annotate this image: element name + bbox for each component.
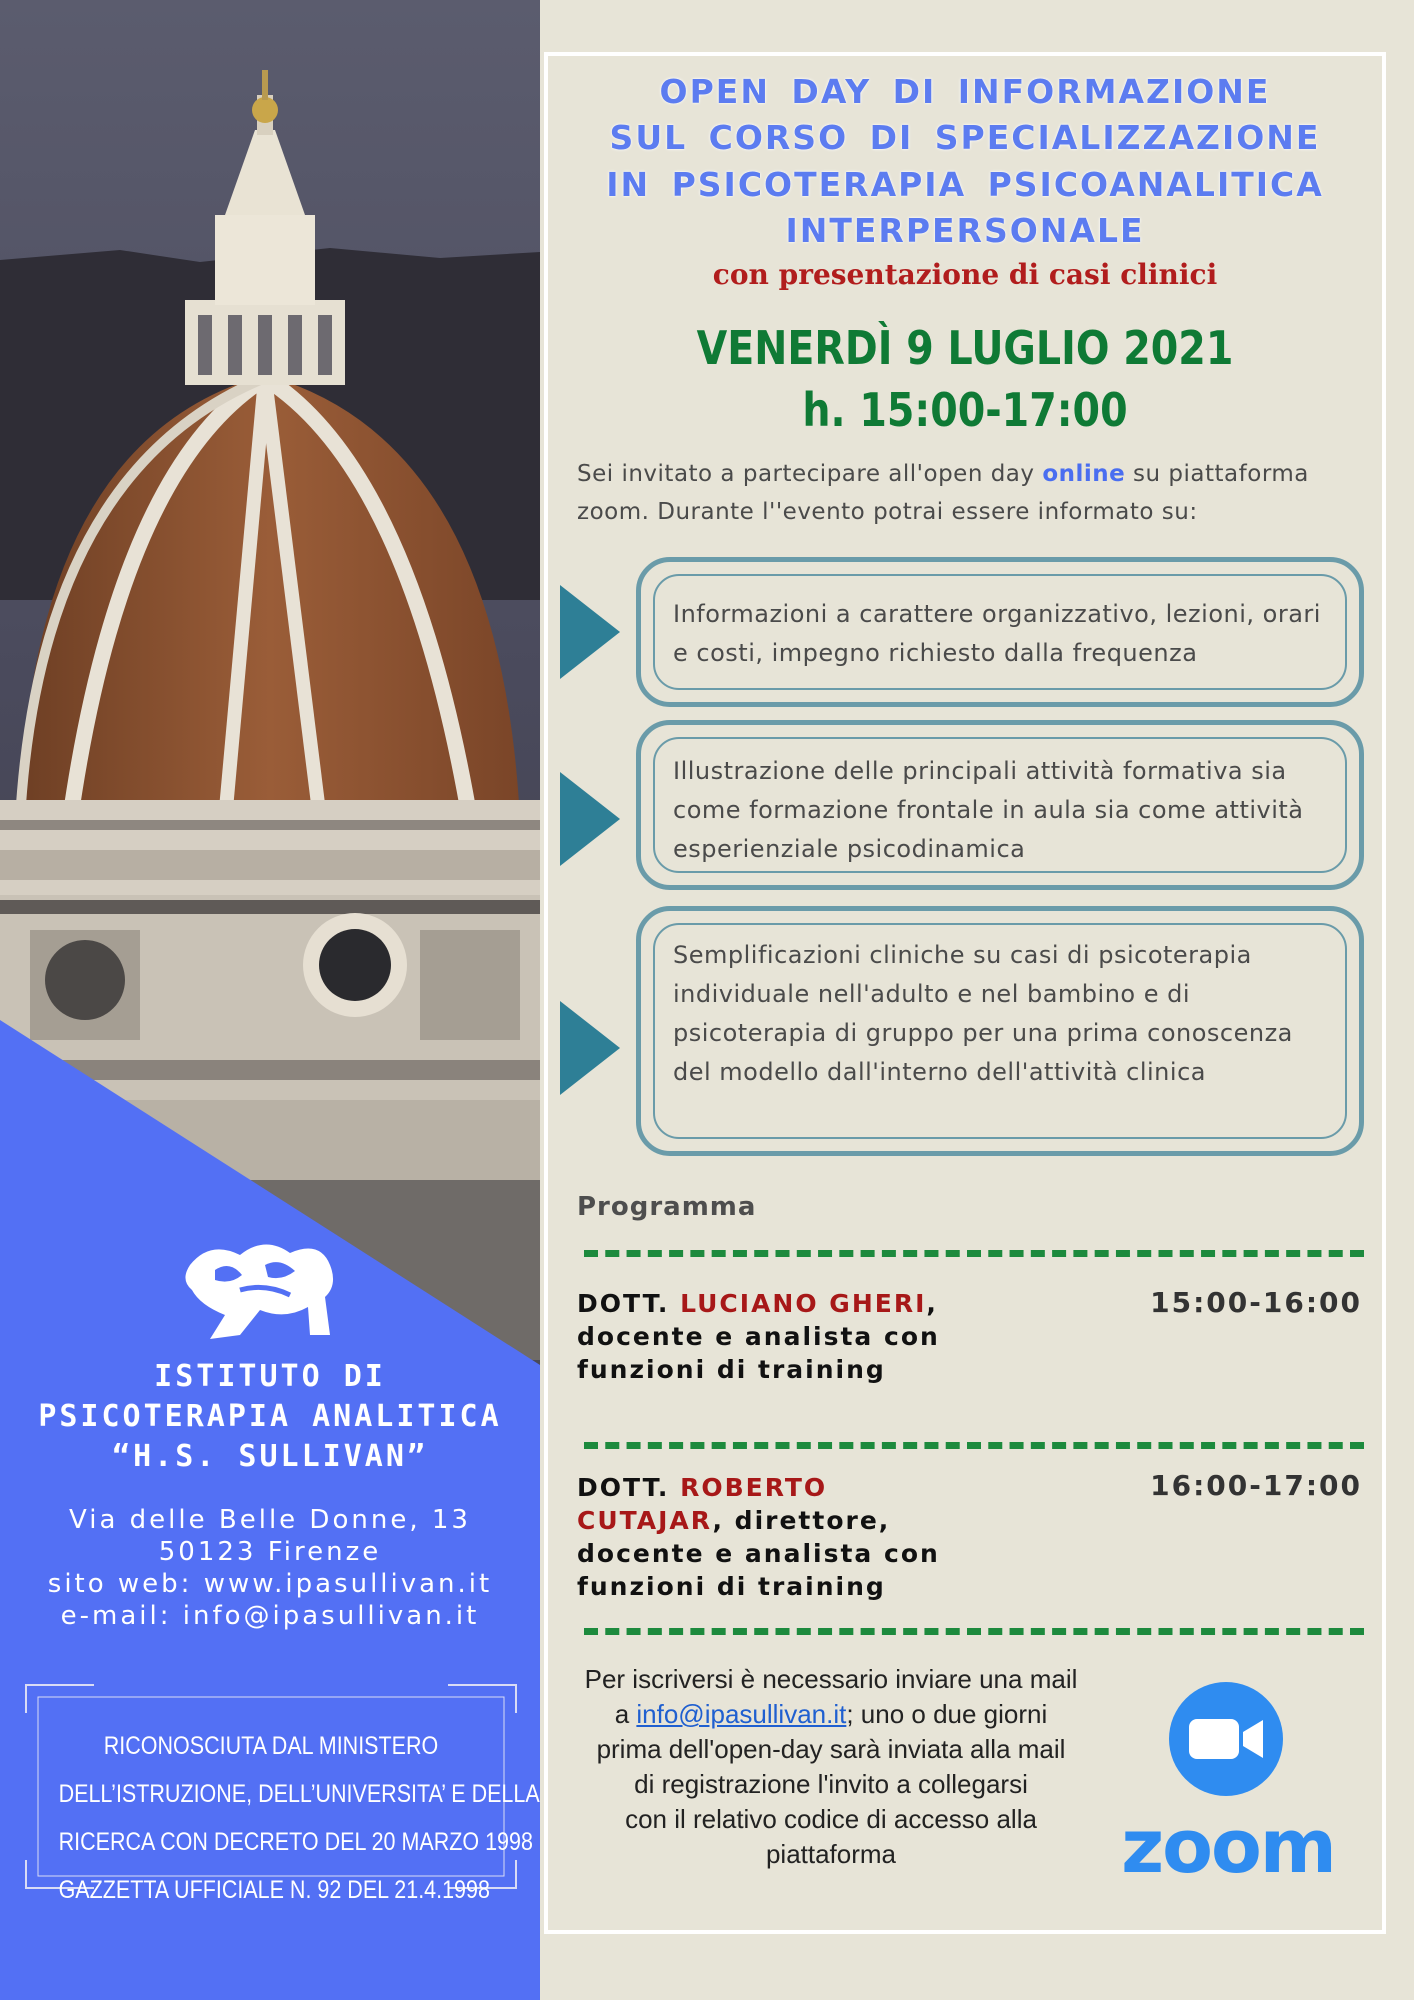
arrow-right-icon <box>560 772 620 866</box>
registration-email-link[interactable]: info@ipasullivan.it <box>636 1699 847 1729</box>
intro-text-end: su piattaforma zoom. Durante l''evento potrai essere informato su: <box>577 461 1309 525</box>
dashed-divider <box>584 1442 1364 1449</box>
video-camera-icon <box>1167 1680 1285 1798</box>
recognition-line: GAZZETTA UFFICIALE N. 92 DEL 21.4.1998 <box>58 1876 490 1904</box>
arrow-right-icon <box>560 1001 620 1095</box>
speaker-role-line: funzioni di training <box>577 1355 886 1384</box>
session-time: 15:00-16:00 <box>1150 1286 1362 1319</box>
institute-name-line: PSICOTERAPIA ANALITICA <box>38 1399 502 1434</box>
registration-text: ; uno o due giorni <box>846 1699 1048 1729</box>
registration-line: con il relativo codice di accesso alla <box>625 1804 1037 1834</box>
city-line: 50123 Firenze <box>158 1537 382 1567</box>
speaker-title: DOTT. <box>577 1473 681 1502</box>
online-highlight: online <box>1042 461 1126 487</box>
institute-contact <box>0 1504 540 1632</box>
intro-text <box>577 455 1377 531</box>
topic-box-training <box>636 720 1364 890</box>
institute-name <box>0 1357 540 1477</box>
institute-logo-icon <box>170 1235 350 1345</box>
speaker-name-line <box>577 1471 1047 1504</box>
address-line: Via delle Belle Donne, 13 <box>69 1505 471 1535</box>
institute-name-line: “H.S. SULLIVAN” <box>112 1439 428 1474</box>
speaker-name: LUCIANO GHERI <box>680 1289 927 1318</box>
registration-line: prima dell'open-day sarà inviata alla mail <box>596 1734 1066 1764</box>
speaker-role-line: funzioni di training <box>577 1572 886 1601</box>
intro-text-start: Sei invitato a partecipare all'open day <box>577 461 1043 487</box>
zoom-logo-text: zoom <box>1121 1804 1335 1890</box>
topic-text: Informazioni a carattere organizzativo, lezioni, orari e costi, impegno richiesto dalla frequenza <box>673 600 1321 667</box>
recognition-text <box>58 1722 540 1914</box>
speaker-name-line <box>577 1287 1047 1320</box>
speaker-role: , direttore, <box>712 1506 891 1535</box>
speaker-role-line: docente e analista con <box>577 1539 940 1568</box>
session-time: 16:00-17:00 <box>1150 1469 1362 1502</box>
registration-line <box>555 1697 1107 1732</box>
programma-label: Programma <box>577 1192 757 1222</box>
speaker-surname: CUTAJAR <box>577 1506 713 1535</box>
speaker-role-prefix: , <box>926 1289 938 1318</box>
dashed-divider <box>584 1628 1364 1635</box>
speaker-role-line: docente e analista con <box>577 1322 940 1351</box>
event-subtitle: con presentazione di casi clinici <box>712 258 1218 291</box>
event-title-line: OPEN DAY DI INFORMAZIONE <box>659 72 1271 111</box>
arrow-right-icon <box>560 585 620 679</box>
speaker-title: DOTT. <box>577 1289 681 1318</box>
topic-box-clinical <box>636 906 1364 1156</box>
recognition-line: RICONOSCIUTA DAL MINISTERO <box>103 1732 439 1760</box>
speaker-name-line <box>577 1504 1047 1537</box>
recognition-line: RICERCA CON DECRETO DEL 20 MARZO 1998 <box>58 1828 533 1856</box>
email-line: e-mail: info@ipasullivan.it <box>60 1601 480 1631</box>
event-time: h. 15:00-17:00 <box>802 383 1128 437</box>
registration-info <box>555 1662 1107 1872</box>
event-date: VENERDÌ 9 LUGLIO 2021 <box>696 321 1234 375</box>
event-title-line: INTERPERSONALE <box>785 211 1145 250</box>
speaker-name: ROBERTO <box>680 1473 828 1502</box>
institute-panel <box>0 0 540 2000</box>
recognition-line: DELL’ISTRUZIONE, DELL’UNIVERSITA’ E DELLA <box>58 1780 540 1808</box>
topic-text: Semplificazioni cliniche su casi di psicoterapia individuale nell'adulto e nel bambino e di psicoterapia di gruppo per una prima conoscenza del modello dall'interno dell'attività clinica <box>673 941 1293 1086</box>
registration-line: di registrazione l'invito a collegarsi <box>634 1769 1028 1799</box>
institute-name-line: ISTITUTO DI <box>154 1359 386 1394</box>
event-title-line: IN PSICOTERAPIA PSICOANALITICA <box>606 165 1324 204</box>
registration-line: Per iscriversi è necessario inviare una mail <box>584 1664 1078 1694</box>
topic-text: Illustrazione delle principali attività formativa sia come formazione frontale in aula sia come attività esperienziale psicodinamica <box>673 757 1304 863</box>
event-title-line: SUL CORSO DI SPECIALIZZAZIONE <box>609 118 1321 157</box>
dashed-divider <box>584 1250 1364 1257</box>
website-line: sito web: www.ipasullivan.it <box>47 1569 493 1599</box>
topic-box-organization <box>636 557 1364 707</box>
registration-text: a <box>614 1699 637 1729</box>
speaker-gheri <box>577 1287 1047 1386</box>
registration-line: piattaforma <box>765 1839 897 1869</box>
speaker-cutajar <box>577 1471 1047 1603</box>
